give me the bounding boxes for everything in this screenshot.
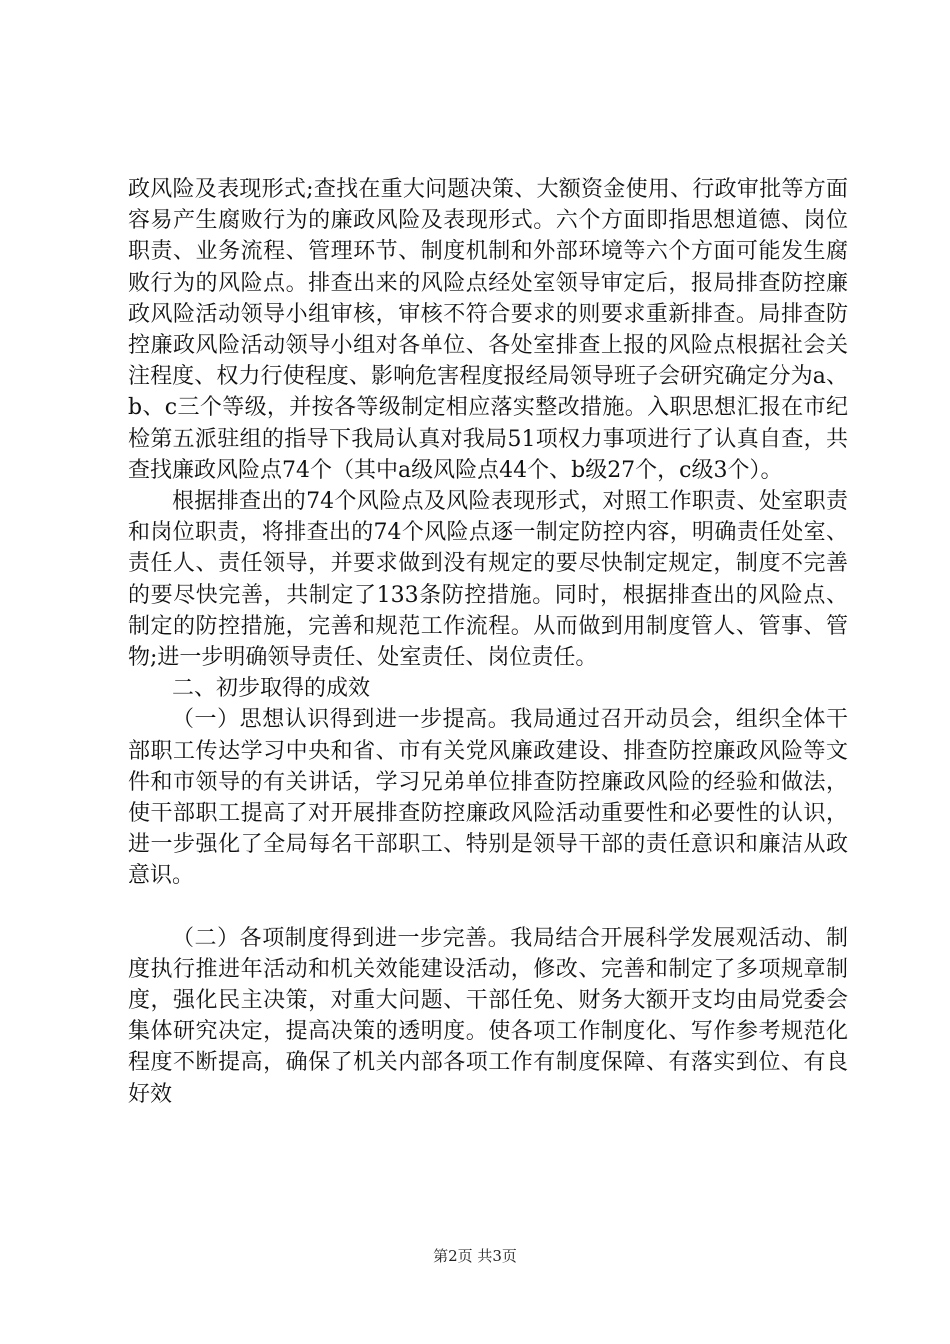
paragraph-spacer: [128, 892, 848, 923]
page-number-footer: 第2页 共3页: [433, 1247, 517, 1265]
section-heading-achievements: 二、初步取得的成效: [172, 676, 371, 702]
paragraph-systems: （二）各项制度得到进一步完善。我局结合开展科学发展观活动、制度执行推进年活动和机关效能建设活动，修改、完善和制定了多项规章制度，强化民主决策，对重大问题、干部任免、财务大额开支均由局党委会集体研究决定，提高决策的透明度。使各项工作制度化、写作参考规范化程度不断提高，确保了机关内部各项工作有制度保障、有落实到位、有良好效: [128, 925, 848, 1107]
paragraph-control-measures: 根据排查出的74个风险点及风险表现形式，对照工作职责、处室职责和岗位职责，将排查出的74个风险点逐一制定防控内容，明确责任处室、责任人、责任领导，并要求做到没有规定的要尽快制定规定，制度不完善的要尽快完善，共制定了133条防控措施。同时，根据排查出的风险点、制定的防控措施，完善和规范工作流程。从而做到用制度管人、管事、管物;进一步明确领导责任、处室责任、岗位责任。: [128, 489, 848, 671]
document-body: [128, 174, 848, 1110]
paragraph-awareness: （一）思想认识得到进一步提高。我局通过召开动员会，组织全体干部职工传达学习中央和省、市有关党风廉政建设、排查防控廉政风险等文件和市领导的有关讲话，学习兄弟单位排查防控廉政风险的经验和做法，使干部职工提高了对开展排查防控廉政风险活动重要性和必要性的认识，进一步强化了全局每名干部职工、特别是领导干部的责任意识和廉洁从政意识。: [128, 707, 848, 889]
paragraph-risk-points: 政风险及表现形式;查找在重大问题决策、大额资金使用、行政审批等方面容易产生腐败行为的廉政风险及表现形式。六个方面即指思想道德、岗位职责、业务流程、管理环节、制度机制和外部环境等六个方面可能发生腐败行为的风险点。排查出来的风险点经处室领导审定后，报局排查防控廉政风险活动领导小组审核，审核不符合要求的则要求重新排查。局排查防控廉政风险活动领导小组对各单位、各处室排查上报的风险点根据社会关注程度、权力行使程度、影响危害程度报经局领导班子会研究确定分为a、b、c三个等级，并按各等级制定相应落实整改措施。入职思想汇报在市纪检第五派驻组的指导下我局认真对我局51项权力事项进行了认真自查，共查找廉政风险点74个（其中a级风险点44个、b级27个，c级3个）。: [128, 177, 848, 483]
